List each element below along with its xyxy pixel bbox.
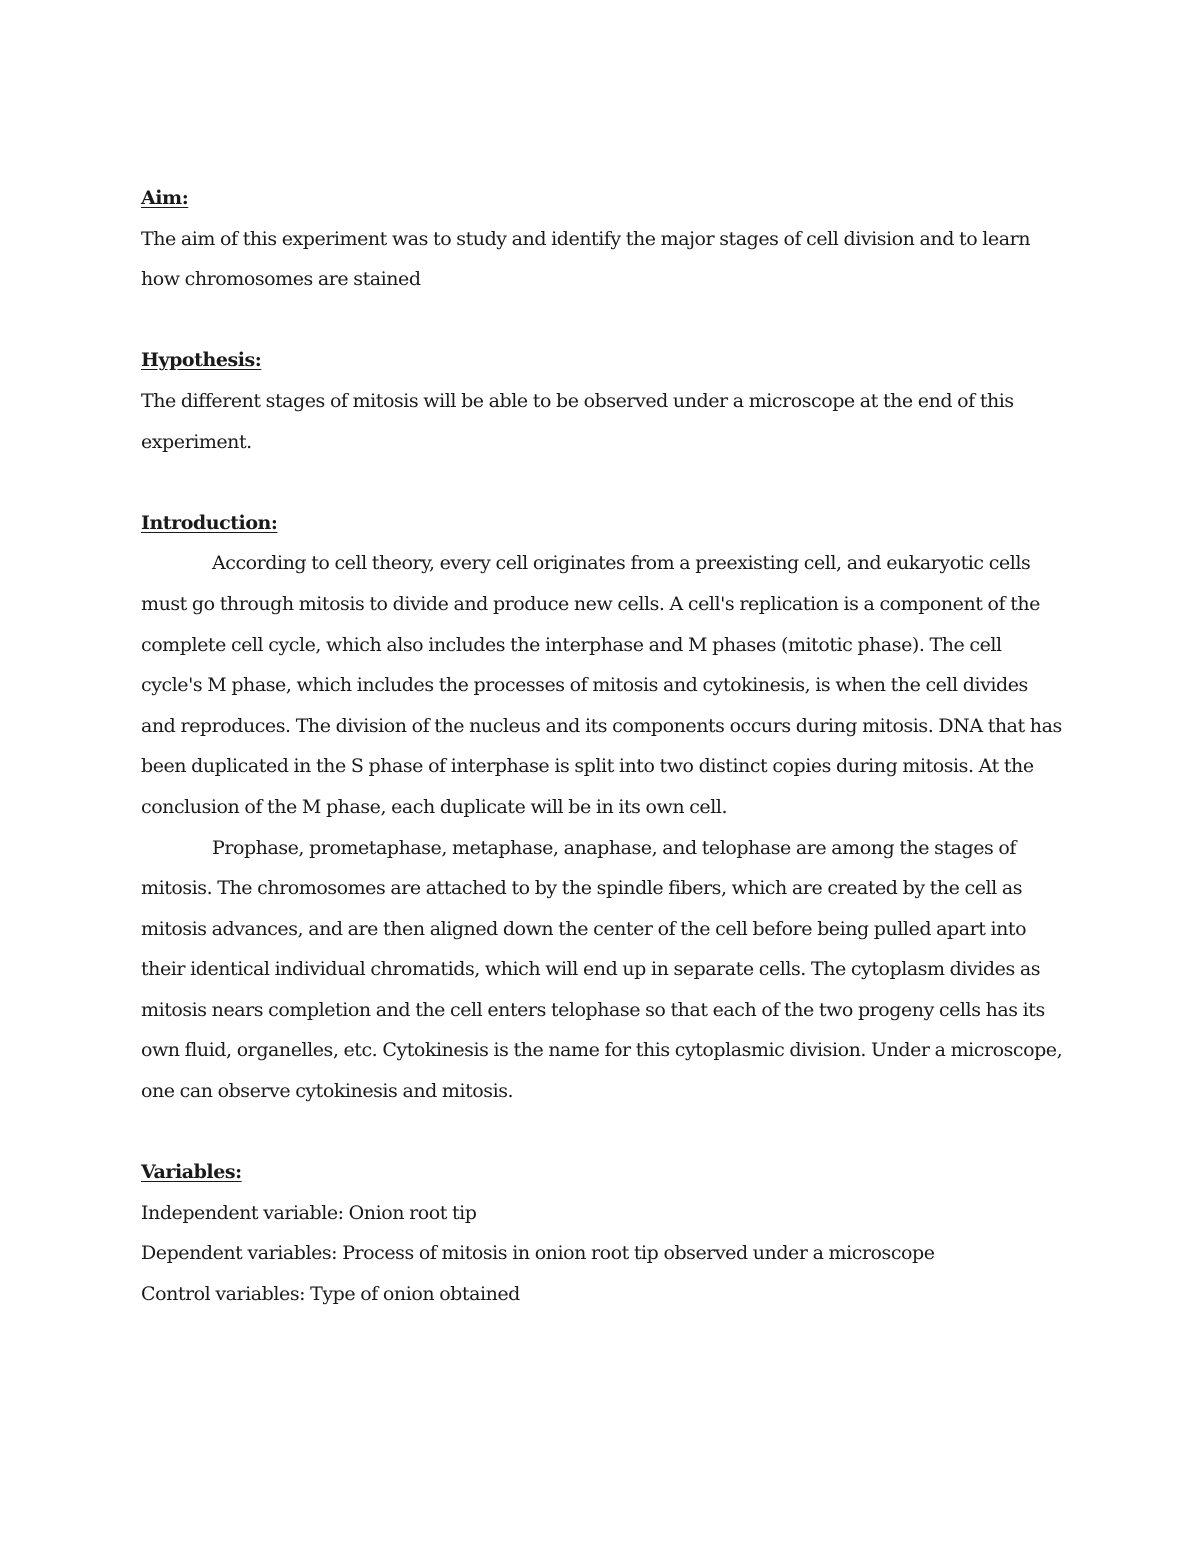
introduction-paragraph-2: Prophase, prometaphase, metaphase, anaphase, and telophase are among the stages of mitosis. The chromosomes are attached to by the spindle fibers, which are created by the cell as mitosis advances, and are then aligned down the center of the cell before being pulled apart into their identical individual chromatids, which will end up in separate cells. The cytoplasm divides as mitosis nears completion and the cell enters telophase so that each of the two progeny cells has its own fluid, organelles, etc. Cytokinesis is the name for this cytoplasmic division. Under a microscope, one can observe cytokinesis and mitosis. [141,836,1063,1103]
aim-section [141,178,1066,300]
aim-heading: Aim: [141,187,189,209]
aim-text: The aim of this experiment was to study and identify the major stages of cell division and to learn how chromosomes are stained [141,227,1031,291]
independent-variable-line: Independent variable: Onion root tip [141,1201,477,1224]
introduction-section [141,503,1066,1112]
hypothesis-heading: Hypothesis: [141,349,262,372]
hypothesis-text: The different stages of mitosis will be able to be observed under a microscope at the end of this experiment. [141,389,1014,453]
dependent-variables-line: Dependent variables: Process of mitosis in onion root tip observed under a microscope [141,1242,935,1265]
document-body [141,178,1066,1315]
introduction-heading: Introduction: [141,511,278,534]
variables-section [141,1152,1066,1314]
hypothesis-section [141,340,1066,462]
control-variables-line: Control variables: Type of onion obtained [141,1283,520,1306]
variables-heading: Variables: [141,1161,242,1184]
introduction-paragraph-1: According to cell theory, every cell originates from a preexisting cell, and eukaryotic cells must go through mitosis to divide and produce new cells. A cell's replication is a component of the complete cell cycle, which also includes the interphase and M phases (mitotic phase). The cell cycle's M phase, which includes the processes of mitosis and cytokinesis, is when the cell divides and reproduces. The division of the nucleus and its components occurs during mitosis. DNA that has been duplicated in the S phase of interphase is split into two distinct copies during mitosis. At the conclusion of the M phase, each duplicate will be in its own cell. [141,552,1062,818]
